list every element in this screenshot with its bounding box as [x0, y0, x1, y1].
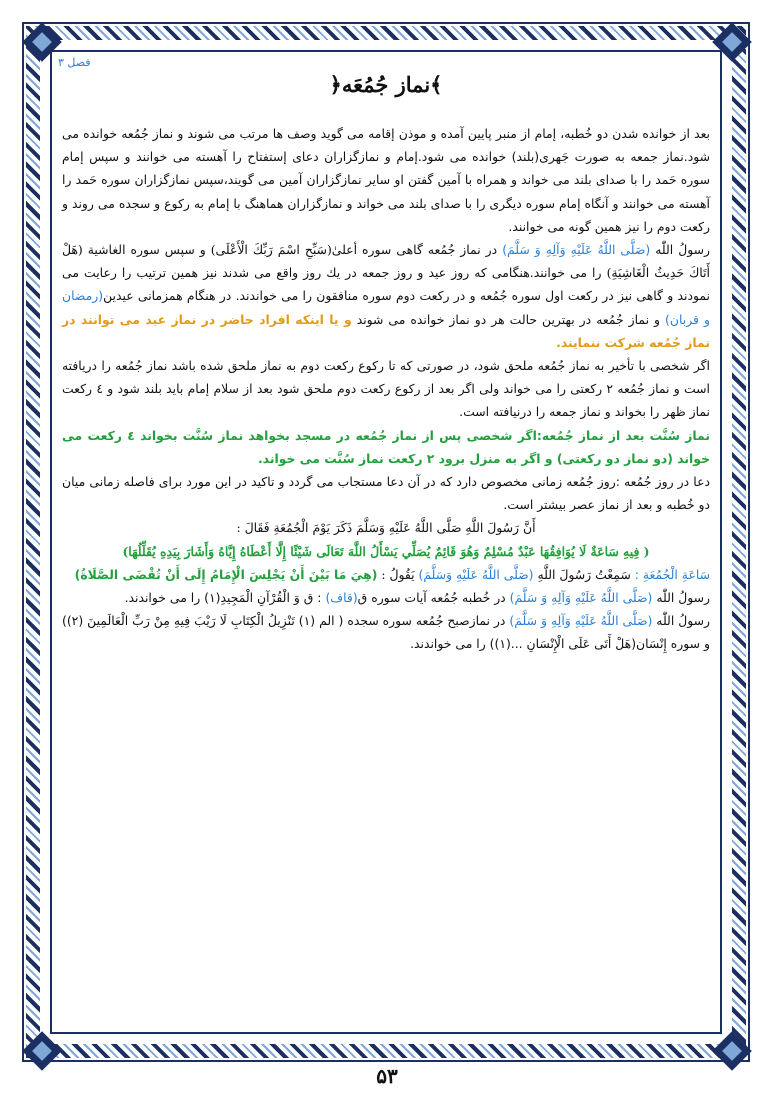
page-body — [62, 122, 710, 656]
salawat: (صَلَّى اللَّهُ عَلَيْهِ وَآلِهِ وَ سَلَّمَ) — [509, 613, 653, 629]
surah-name: (قاف) — [325, 590, 358, 606]
text-segment: و سپس سوره الغاشیة — [87, 242, 206, 258]
prophet-name: رسولُ اللّٰه — [656, 613, 711, 629]
paragraph-dua: دعا در روز جُمُعه :روز جُمُعه زمانی مخصوص دارد که در آن دعا مستجاب می گردد و تاکید در این مورد برای فاصله زمانی میان دو خُطبه و بعد از نماز عصر بیشتر است. — [62, 474, 710, 513]
prophet-name: رسولُ اللّٰه — [655, 242, 710, 258]
page-number: ۵۳ — [376, 1064, 398, 1088]
hadith-text: ( فِيهِ سَاعَةٌ لَا يُوَافِقُهَا عَبْدٌ مُسْلِمٌ وَهُوَ قَائِمٌ يُصَلِّي يَسْأَلُ اللَّهَ تَعَالَى شَيْئًا إِلَّا أَعْطَاهُ إِيَّاهُ وَأَشَارَ بِيَدِهِ يُقَلِّلُهَا) — [122, 543, 650, 559]
prophet-name: رسولُ اللّٰه — [656, 590, 710, 606]
ayah-quote: (سَبِّحِ اسْمَ رَبِّكَ الْأَعْلَى) — [210, 242, 332, 258]
paragraph-late-joining: اگر شخصی با تأخیر به نماز جُمُعه ملحق شود، در صورتی که تا رکوع رکعت دوم به نماز ملحق شده باشد نماز جُمُعه را دریافته است و نماز جُمُعه ۲ رکعتی را می خواند ولی اگر بعد از رکوع رکعت دوم ملحق شود بعد از سلام إمام باید بلند شود و ٤ رکعت نماز ظهر را بخواند و نماز جمعه را درنیافته است. — [62, 358, 710, 420]
hadith-quote: (هِيَ مَا بَيْنَ أَنْ يَجْلِسَ الْإِمَامُ إِلَى أَنْ تُقْضَى الصَّلَاةُ) — [74, 566, 378, 582]
highlighted-note: و یا اینکه افراد حاضر در نماز عید می توانند در نماز جُمُعه شرکت ننمایند. — [62, 311, 710, 350]
page-title: ﴿نماز جُمُعَه﴾ — [329, 72, 443, 97]
text-segment: در خُطبه جُمُعه آیات سوره ق — [357, 590, 506, 606]
text-segment: در نمازصبح جُمُعه سوره سجده ( الم (۱) تَنْزِيلُ الْكِتَابِ لَا رَيْبَ فِيهِ مِنْ رَبِّ الْعَالَمِينَ (۲)) و سوره إِنْسَان(هَلْ أَتَى عَلَى الْإِنْسَانِ ...(۱)) را می خواندند. — [62, 613, 710, 652]
salawat: (صَلَّى اللَّهُ عَلَيْهِ وَسَلَّمَ) — [418, 566, 534, 582]
ayah-quote: (هَلْ أَتَاكَ حَدِيثُ الْغَاشِيَةِ) — [62, 242, 710, 281]
hadith-hour — [62, 563, 710, 586]
text-segment: يَقُولُ : — [381, 566, 415, 582]
text-segment: : ق وَ الْقُرْآنِ الْمَجِيدِ(۱) را می خواندند. — [124, 590, 322, 606]
salawat: (صَلَّى اللَّهُ عَلَيْهِ وَآلِهِ وَ سَلَّمَ) — [502, 242, 651, 258]
text-segment: در نماز جُمُعه گاهی سوره أعلیٰ — [331, 242, 498, 258]
hadith-heading: سَاعَةِ الْجُمُعَةِ : — [634, 566, 710, 582]
hadith-intro: أَنَّ رَسُولَ اللَّهِ صَلَّى اللَّهُ عَلَيْهِ وَسَلَّمَ ذَكَرَ يَوْمَ الْجُمُعَةِ فَقَالَ : — [236, 520, 536, 536]
salawat: (صَلَّى اللَّهُ عَلَيْهِ وَآلِهِ وَ سَلَّمَ) — [509, 590, 653, 606]
paragraph-khutbah-qaf — [62, 586, 710, 609]
paragraph-surahs — [62, 238, 710, 354]
chapter-label: فصل ۳ — [58, 56, 91, 69]
paragraph-sunnah-prayer: نماز سُنَّت بعد از نماز جُمُعه:اگر شخصی پس از نماز جُمُعه در مسجد بخواهد نماز سُنَّت بخواند ٤ رکعت می خواند (دو نماز دو رکعتی) و اگر به منزل برود ۲ رکعت نماز سُنَّت می خواند. — [62, 427, 710, 466]
text-segment: سَمِعْتُ رَسُولَ اللَّهِ — [537, 566, 631, 582]
text-segment: و نماز جُمُعه در بهترین حالت هر دو نماز خوانده می شوند — [356, 311, 661, 327]
paragraph-fajr-surahs — [62, 609, 710, 655]
paragraph-prayer-procedure: بعد از خوانده شدن دو خُطبه، إمام از منبر پایین آمده و موذن إقامه می گوید وصف ها مرتب می شوند و نماز جُمُعه خوانده می شود.نماز جمعه به صورت جَهری(بلند) خوانده می شود.إمام و نمازگزاران دعای إستفتاح را آهسته می خوانند و سپس إمام سوره حَمد را با صدای بلند می خواند و همراه با آمین گفتن او سایر نمازگزاران آمین می گویند،سپس نمازگزاران سوره حَمد را آهسته می خوانند و آنگاه إمام سوره دیگری را با صدای بلند می خواند و نمازگزاران هماهنگ با إمام به رکوع و سجده می روند و رکعت دوم را نیز همین گونه می خوانند. — [62, 126, 710, 234]
text-segment: را می خوانند.هنگامی که روز عید و روز جمعه در یك روز واقع می شدند نیز همین ترتیب را رعایت می نمودند و گاهی نیز در رکعت اول سوره جُمُعه و در رکعت دوم سوره منافقون را می خواندند. در هنگام همزمانی عیدین — [62, 265, 710, 304]
eids-note: (رمضان و قربان) — [62, 288, 710, 327]
